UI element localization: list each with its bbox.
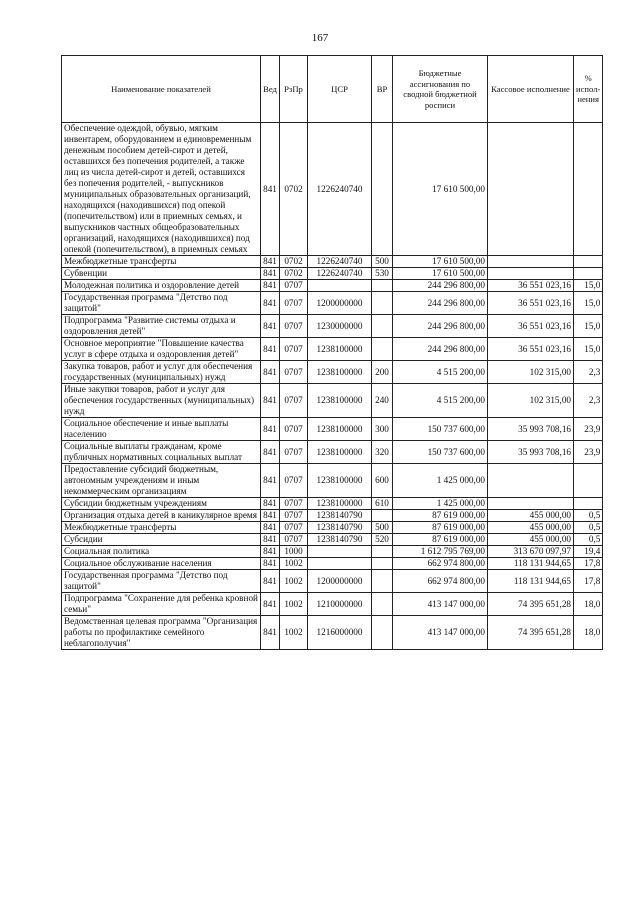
cell-rzpr: 1002 (280, 616, 308, 650)
cell-csr (308, 280, 372, 292)
table-row (62, 441, 603, 464)
cell-vr (372, 338, 393, 361)
table-row (62, 123, 603, 256)
cell-pct: 19,4 (574, 546, 603, 558)
cell-pct: 17,8 (574, 558, 603, 570)
cell-name: Государственная программа "Детство под защитой" (62, 292, 261, 315)
table-row (62, 522, 603, 534)
cell-vr: 500 (372, 256, 393, 268)
cell-csr: 1238100000 (308, 338, 372, 361)
cell-budget: 244 296 800,00 (393, 280, 488, 292)
cell-ved: 841 (261, 570, 280, 593)
cell-csr: 1238140790 (308, 522, 372, 534)
cell-csr: 1238140790 (308, 534, 372, 546)
cell-csr: 1200000000 (308, 570, 372, 593)
cell-vr: 530 (372, 268, 393, 280)
cell-name: Основное мероприятие "Повышение качества услуг в сфере отдыха и оздоровления детей" (62, 338, 261, 361)
cell-ved: 841 (261, 338, 280, 361)
cell-csr: 1238100000 (308, 464, 372, 498)
cell-rzpr: 0707 (280, 315, 308, 338)
cell-budget: 87 619 000,00 (393, 510, 488, 522)
cell-vr: 300 (372, 418, 393, 441)
cell-ved: 841 (261, 522, 280, 534)
header-cash: Кассовое исполнение (488, 56, 574, 123)
cell-budget: 17 610 500,00 (393, 268, 488, 280)
cell-pct: 15,0 (574, 338, 603, 361)
cell-rzpr: 0707 (280, 441, 308, 464)
cell-name: Закупка товаров, работ и услуг для обеспечения государственных (муниципальных) нужд (62, 361, 261, 384)
cell-vr (372, 292, 393, 315)
cell-rzpr: 0707 (280, 534, 308, 546)
cell-cash: 36 551 023,16 (488, 280, 574, 292)
cell-ved: 841 (261, 256, 280, 268)
cell-name: Подпрограмма "Развитие системы отдыха и оздоровления детей" (62, 315, 261, 338)
cell-name: Межбюджетные трансферты (62, 522, 261, 534)
cell-budget: 87 619 000,00 (393, 534, 488, 546)
cell-name: Ведомственная целевая программа "Организация работы по профилактике семейного неблагополучия" (62, 616, 261, 650)
cell-ved: 841 (261, 510, 280, 522)
cell-rzpr: 0707 (280, 464, 308, 498)
cell-name: Субсидии бюджетным учреждениям (62, 498, 261, 510)
cell-pct: 0,5 (574, 534, 603, 546)
cell-vr: 500 (372, 522, 393, 534)
cell-name: Организация отдыха детей в каникулярное время (62, 510, 261, 522)
cell-name: Обеспечение одеждой, обувью, мягким инвентарем, оборудованием и единовременным денежным пособием детей-сирот и детей, оставшихся без попечения родителей, а также лиц из числа детей-сирот и детей, оставшихся без попечения родителей, - выпускников муниципальных образовательных организаций, находящихся (находившихся) под опекой (попечительством) или в приемных семьях, и выпускников частных общеобразовательных организаций, находящихся (находившихся) под опекой (попечительством), в приемных семьях (62, 123, 261, 256)
cell-vr: 520 (372, 534, 393, 546)
header-ved: Вед (261, 56, 280, 123)
cell-vr (372, 123, 393, 256)
cell-rzpr: 0707 (280, 292, 308, 315)
table-row (62, 418, 603, 441)
table-row (62, 292, 603, 315)
cell-pct: 2,3 (574, 361, 603, 384)
cell-pct (574, 498, 603, 510)
cell-pct (574, 123, 603, 256)
cell-cash: 35 993 708,16 (488, 418, 574, 441)
cell-pct: 0,5 (574, 510, 603, 522)
table-row (62, 498, 603, 510)
cell-csr: 1216000000 (308, 616, 372, 650)
cell-name: Молодежная политика и оздоровление детей (62, 280, 261, 292)
cell-ved: 841 (261, 441, 280, 464)
cell-vr (372, 593, 393, 616)
cell-cash (488, 256, 574, 268)
table-row (62, 616, 603, 650)
cell-pct (574, 256, 603, 268)
cell-name: Субсидии (62, 534, 261, 546)
cell-ved: 841 (261, 361, 280, 384)
cell-cash: 74 395 651,28 (488, 593, 574, 616)
cell-budget: 1 425 000,00 (393, 464, 488, 498)
cell-name: Межбюджетные трансферты (62, 256, 261, 268)
cell-budget: 413 147 000,00 (393, 616, 488, 650)
cell-ved: 841 (261, 546, 280, 558)
cell-ved: 841 (261, 558, 280, 570)
table-row (62, 268, 603, 280)
cell-ved: 841 (261, 418, 280, 441)
cell-rzpr: 0702 (280, 268, 308, 280)
cell-ved: 841 (261, 384, 280, 418)
cell-rzpr: 0702 (280, 123, 308, 256)
cell-csr: 1226240740 (308, 268, 372, 280)
cell-cash: 118 131 944,65 (488, 558, 574, 570)
cell-csr (308, 558, 372, 570)
header-budget: Бюджетные ассигнования по сводной бюджетной росписи (393, 56, 488, 123)
cell-cash: 102 315,00 (488, 384, 574, 418)
cell-csr: 1226240740 (308, 256, 372, 268)
cell-csr: 1238140790 (308, 510, 372, 522)
cell-vr (372, 280, 393, 292)
cell-cash: 36 551 023,16 (488, 338, 574, 361)
cell-rzpr: 0702 (280, 256, 308, 268)
cell-rzpr: 0707 (280, 384, 308, 418)
cell-ved: 841 (261, 464, 280, 498)
cell-ved: 841 (261, 534, 280, 546)
cell-cash: 455 000,00 (488, 522, 574, 534)
table-row (62, 534, 603, 546)
cell-vr: 610 (372, 498, 393, 510)
cell-vr (372, 616, 393, 650)
table-row (62, 593, 603, 616)
cell-pct: 15,0 (574, 315, 603, 338)
cell-ved: 841 (261, 498, 280, 510)
cell-vr (372, 546, 393, 558)
cell-cash: 455 000,00 (488, 510, 574, 522)
cell-vr: 200 (372, 361, 393, 384)
cell-cash: 36 551 023,16 (488, 315, 574, 338)
cell-ved: 841 (261, 616, 280, 650)
cell-csr: 1238100000 (308, 418, 372, 441)
cell-rzpr: 1002 (280, 558, 308, 570)
cell-vr: 240 (372, 384, 393, 418)
budget-execution-table (61, 55, 603, 650)
cell-ved: 841 (261, 123, 280, 256)
table-row (62, 338, 603, 361)
header-vr: ВР (372, 56, 393, 123)
cell-cash (488, 268, 574, 280)
cell-ved: 841 (261, 593, 280, 616)
cell-vr (372, 510, 393, 522)
cell-budget: 1 425 000,00 (393, 498, 488, 510)
cell-name: Подпрограмма "Сохранение для ребенка кровной семьи" (62, 593, 261, 616)
cell-vr: 320 (372, 441, 393, 464)
header-csr: ЦСР (308, 56, 372, 123)
cell-name: Социальная политика (62, 546, 261, 558)
cell-csr: 1226240740 (308, 123, 372, 256)
cell-ved: 841 (261, 315, 280, 338)
table-row (62, 546, 603, 558)
cell-csr: 1200000000 (308, 292, 372, 315)
cell-pct: 17,8 (574, 570, 603, 593)
cell-csr: 1238100000 (308, 441, 372, 464)
cell-pct: 18,0 (574, 593, 603, 616)
cell-ved: 841 (261, 268, 280, 280)
cell-cash: 35 993 708,16 (488, 441, 574, 464)
cell-rzpr: 0707 (280, 510, 308, 522)
table-row (62, 570, 603, 593)
table-row (62, 464, 603, 498)
cell-cash: 118 131 944,65 (488, 570, 574, 593)
cell-name: Социальное обслуживание населения (62, 558, 261, 570)
cell-budget: 150 737 600,00 (393, 441, 488, 464)
header-pct: % испол-нения (574, 56, 603, 123)
cell-pct: 15,0 (574, 280, 603, 292)
cell-cash: 36 551 023,16 (488, 292, 574, 315)
cell-budget: 4 515 200,00 (393, 384, 488, 418)
cell-cash (488, 123, 574, 256)
cell-pct: 15,0 (574, 292, 603, 315)
table-row (62, 361, 603, 384)
cell-budget: 87 619 000,00 (393, 522, 488, 534)
cell-rzpr: 0707 (280, 498, 308, 510)
cell-cash: 455 000,00 (488, 534, 574, 546)
cell-cash: 74 395 651,28 (488, 616, 574, 650)
cell-rzpr: 1002 (280, 593, 308, 616)
cell-name: Предоставление субсидий бюджетным, автономным учреждениям и иным некоммерческим организациям (62, 464, 261, 498)
cell-rzpr: 0707 (280, 418, 308, 441)
cell-name: Иные закупки товаров, работ и услуг для обеспечения государственных (муниципальных) нужд (62, 384, 261, 418)
cell-pct: 0,5 (574, 522, 603, 534)
cell-ved: 841 (261, 292, 280, 315)
cell-rzpr: 1002 (280, 570, 308, 593)
cell-pct (574, 268, 603, 280)
cell-rzpr: 0707 (280, 280, 308, 292)
table-row (62, 558, 603, 570)
cell-cash (488, 498, 574, 510)
header-rzpr: РзПр (280, 56, 308, 123)
cell-cash: 313 670 097,97 (488, 546, 574, 558)
cell-rzpr: 0707 (280, 361, 308, 384)
cell-csr: 1238100000 (308, 384, 372, 418)
header-name: Наименование показателей (62, 56, 261, 123)
cell-name: Государственная программа "Детство под защитой" (62, 570, 261, 593)
cell-csr: 1230000000 (308, 315, 372, 338)
cell-name: Социальные выплаты гражданам, кроме публичных нормативных социальных выплат (62, 441, 261, 464)
table-body (62, 123, 603, 650)
cell-budget: 413 147 000,00 (393, 593, 488, 616)
cell-cash: 102 315,00 (488, 361, 574, 384)
cell-vr (372, 558, 393, 570)
cell-budget: 1 612 795 769,00 (393, 546, 488, 558)
table-header (62, 56, 603, 123)
cell-name: Субвенции (62, 268, 261, 280)
table-row (62, 280, 603, 292)
cell-budget: 17 610 500,00 (393, 123, 488, 256)
cell-pct (574, 464, 603, 498)
cell-rzpr: 0707 (280, 522, 308, 534)
page-number: 167 (311, 32, 329, 44)
cell-pct: 18,0 (574, 616, 603, 650)
cell-budget: 244 296 800,00 (393, 292, 488, 315)
cell-name: Социальное обеспечение и иные выплаты населению (62, 418, 261, 441)
table-row (62, 256, 603, 268)
cell-vr (372, 315, 393, 338)
table-row (62, 315, 603, 338)
cell-pct: 23,9 (574, 441, 603, 464)
cell-budget: 4 515 200,00 (393, 361, 488, 384)
cell-csr: 1210000000 (308, 593, 372, 616)
cell-budget: 662 974 800,00 (393, 570, 488, 593)
header-row (62, 56, 603, 123)
cell-vr: 600 (372, 464, 393, 498)
cell-budget: 17 610 500,00 (393, 256, 488, 268)
cell-budget: 244 296 800,00 (393, 338, 488, 361)
cell-vr (372, 570, 393, 593)
cell-rzpr: 0707 (280, 338, 308, 361)
cell-csr: 1238100000 (308, 498, 372, 510)
cell-budget: 244 296 800,00 (393, 315, 488, 338)
table-row (62, 510, 603, 522)
cell-csr (308, 546, 372, 558)
cell-ved: 841 (261, 280, 280, 292)
cell-cash (488, 464, 574, 498)
cell-rzpr: 1000 (280, 546, 308, 558)
table-row (62, 384, 603, 418)
cell-pct: 2,3 (574, 384, 603, 418)
cell-budget: 150 737 600,00 (393, 418, 488, 441)
cell-budget: 662 974 800,00 (393, 558, 488, 570)
cell-pct: 23,9 (574, 418, 603, 441)
cell-csr: 1238100000 (308, 361, 372, 384)
